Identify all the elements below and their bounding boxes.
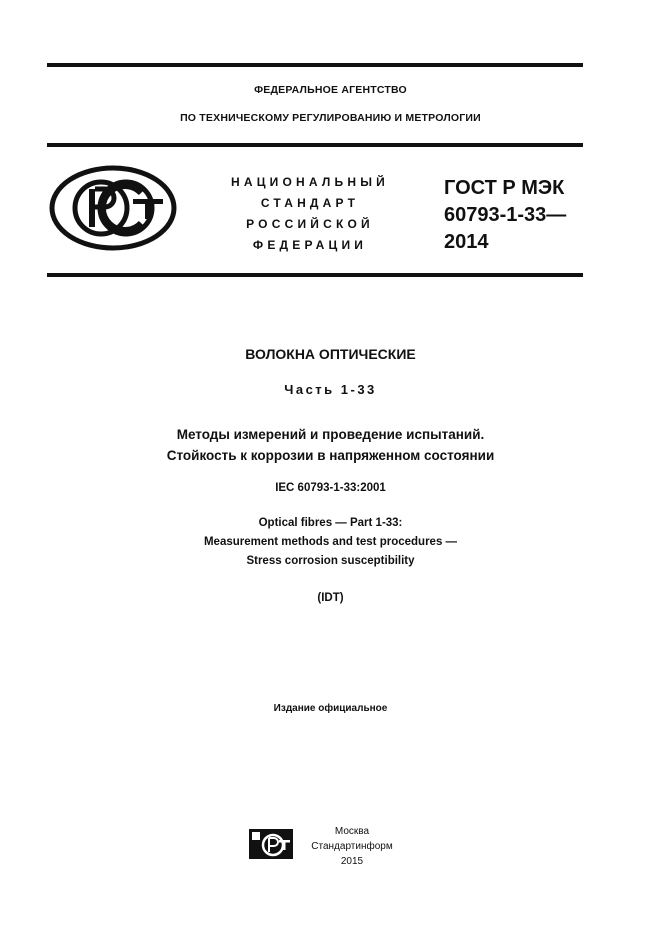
- english-line-2: Measurement methods and test procedures —: [203, 536, 458, 548]
- standard-designation: [444, 175, 604, 256]
- block-rule: [47, 273, 583, 277]
- iec-reference: IEC 60793-1-33:2001: [275, 482, 386, 494]
- designation-line-1: ГОСТ Р МЭК: [444, 177, 565, 199]
- publisher-name: Стандартинформ: [311, 841, 393, 852]
- english-title: [0, 514, 661, 571]
- english-line-1: Optical fibres — Part 1-33:: [258, 517, 403, 529]
- national-line-4: ФЕДЕРАЦИИ: [252, 238, 368, 252]
- designation-line-3: 2014: [444, 231, 489, 253]
- document-part: Часть 1-33: [284, 382, 377, 397]
- publisher-city: Москва: [334, 826, 370, 837]
- publisher-year: 2015: [340, 856, 364, 867]
- edition-label: Издание официальное: [273, 703, 388, 714]
- header-rule: [47, 143, 583, 147]
- top-rule: [47, 63, 583, 67]
- national-line-2: СТАНДАРТ: [260, 196, 360, 210]
- national-line-1: НАЦИОНАЛЬНЫЙ: [230, 175, 390, 189]
- subtitle-line-1: Методы измерений и проведение испытаний.: [176, 427, 485, 442]
- standartinform-logo-icon: [249, 829, 293, 859]
- english-line-3: Stress corrosion susceptibility: [246, 555, 415, 567]
- national-line-3: РОССИЙСКОЙ: [246, 217, 374, 231]
- identity-marker: (IDT): [317, 592, 344, 604]
- subtitle-line-2: Стойкость к коррозии в напряженном состоянии: [166, 448, 495, 463]
- gost-r-emblem-icon: [49, 165, 177, 251]
- agency-line-1: ФЕДЕРАЛЬНОЕ АГЕНТСТВО: [254, 84, 407, 96]
- document-title: ВОЛОКНА ОПТИЧЕСКИЕ: [245, 346, 416, 362]
- designation-line-2: 60793-1-33—: [444, 204, 567, 226]
- document-subtitle: [0, 424, 661, 466]
- publisher-info: [307, 824, 397, 869]
- agency-line-2: ПО ТЕХНИЧЕСКОМУ РЕГУЛИРОВАНИЮ И МЕТРОЛОГИИ: [180, 112, 481, 124]
- national-standard-label: [200, 172, 420, 256]
